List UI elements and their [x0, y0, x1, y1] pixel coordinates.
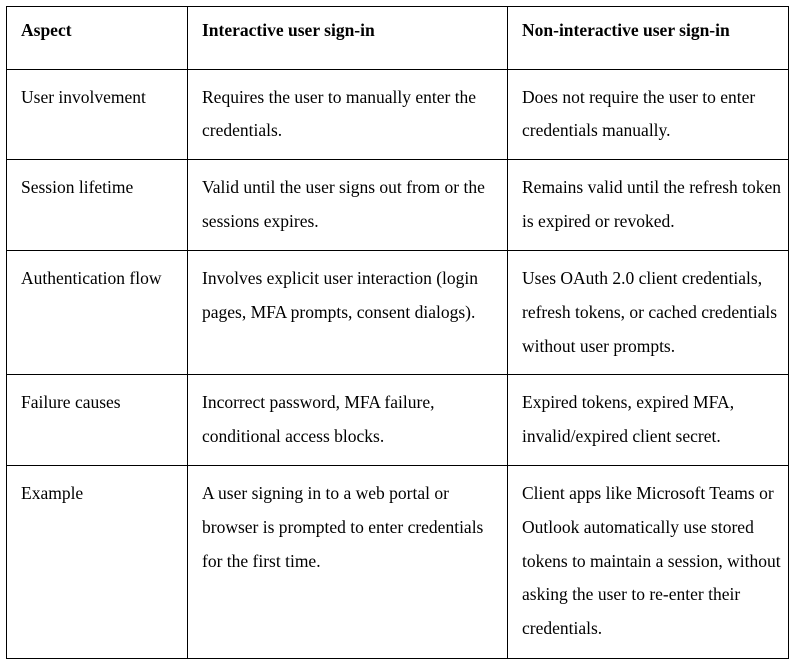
column-header-aspect: Aspect [7, 7, 188, 70]
table-row [7, 465, 789, 658]
cell-non-interactive: Remains valid until the refresh token is expired or revoked. [508, 160, 789, 251]
cell-interactive: Valid until the user signs out from or the sessions expires. [188, 160, 508, 251]
cell-aspect: Example [7, 465, 188, 658]
cell-aspect: Authentication flow [7, 251, 188, 375]
cell-non-interactive: Uses OAuth 2.0 client credentials, refresh tokens, or cached credentials without user prompts. [508, 251, 789, 375]
cell-non-interactive: Client apps like Microsoft Teams or Outlook automatically use stored tokens to maintain a session, without asking the user to re-enter their credentials. [508, 465, 789, 658]
cell-aspect: Session lifetime [7, 160, 188, 251]
cell-aspect: User involvement [7, 69, 188, 160]
cell-non-interactive: Does not require the user to enter credentials manually. [508, 69, 789, 160]
comparison-table-container [6, 6, 788, 659]
cell-interactive: A user signing in to a web portal or browser is prompted to enter credentials for the first time. [188, 465, 508, 658]
cell-aspect: Failure causes [7, 375, 188, 466]
column-header-non-interactive-user-sign-in: Non-interactive user sign-in [508, 7, 789, 70]
table-row [7, 69, 789, 160]
table-row [7, 251, 789, 375]
cell-interactive: Involves explicit user interaction (login pages, MFA prompts, consent dialogs). [188, 251, 508, 375]
comparison-table [6, 6, 789, 659]
column-header-interactive-user-sign-in: Interactive user sign-in [188, 7, 508, 70]
cell-non-interactive: Expired tokens, expired MFA, invalid/expired client secret. [508, 375, 789, 466]
cell-interactive: Requires the user to manually enter the credentials. [188, 69, 508, 160]
table-body [7, 69, 789, 658]
table-row [7, 375, 789, 466]
table-row [7, 160, 789, 251]
table-header-row [7, 7, 789, 70]
cell-interactive: Incorrect password, MFA failure, conditional access blocks. [188, 375, 508, 466]
table-header [7, 7, 789, 70]
